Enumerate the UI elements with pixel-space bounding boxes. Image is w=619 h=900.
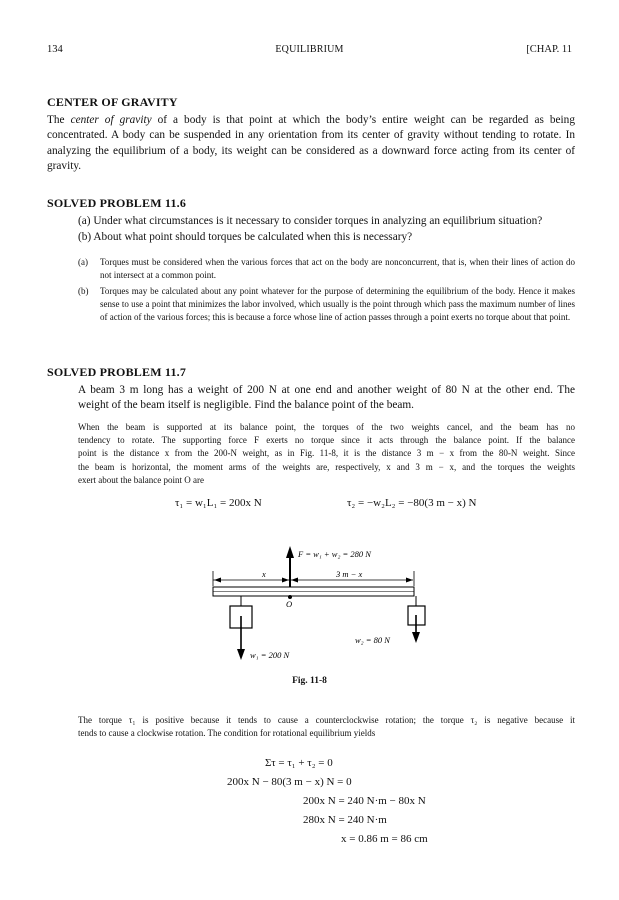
equilibrium-equation-4: 280x N = 240 N·m — [303, 814, 387, 826]
dimension-label-x: x — [262, 569, 266, 579]
equilibrium-equation-2: 200x N − 80(3 m − x) N = 0 — [227, 776, 352, 788]
question-a: (a) Under what circumstances is it necessary to consider torques in analyzing an equilibrium situation? — [78, 215, 543, 227]
conclusion-paragraph: The torque τ₁ is positive because it tends to cause a counterclockwise rotation; the torque τ₂ is negative because it tends to cause a clockwise rotation. The condition for rotational equilibrium yields — [78, 715, 575, 739]
problem-11-7-solution: When the beam is supported at its balance point, the torques of the two weights cancel, and the beam has no tendency to rotate. The supporting force F exerts no torque since it acts through the balance point. If the balance point is the distance x from the 200-N weight, as in Fig. 11-8, it is the distance 3 m − x from the 80-N weight. Since the beam is horizontal, the moment arms of the weights are, respectively, x and 3 m − x, and the torques the weights exert about the balance point O are — [78, 422, 575, 485]
left-weight-arrowhead — [237, 649, 245, 660]
running-title: EQUILIBRIUM — [275, 44, 344, 55]
textbook-page: 134 EQUILIBRIUM [CHAP. 11 CENTER OF GRAVITY The center of gravity of a body is that point at which the body’s entire weight can be regarded as being concentrated. A body can be suspended in any orientation from its center of gravity without tending to rotate. In analyzing the equilibrium of a body, its weight can be considered as a downward force acting from its center of gravity. SOLVED PROBLEM 11.6 (a) Under what circumstances is it necessary to consider torques in analyzing an equilibrium situation? (b) About what point should torques be calculated when this is necessary? (a) Torques must be considered when the various forces that act on the body are nonconcurrent, that is, when their lines of action do not intersect at a common point. (b) Torques may be calculated about any point whatever for the purpose of determining the equilibrium of the body. Hence it makes sense to use a point that minimizes the labor involved, which usually is the point through which pass the maximum number of lines of action of the various forces; this is because a force whose line of action passes through a point exerts no torque about that point. SOLVED PROBLEM 11.7 A beam 3 m long has a weight of 200 N at one end and another weight of 80 N at the other end. The weight of the beam itself is negligible. Find the balance point of the beam. When the beam is supported at its balance point, the torques of the two weights cancel, and the beam has no tendency to rotate. The supporting force F exerts no torque since it acts through the balance point. If the balance point is the distance x from the 200-N weight, as in Fig. 11-8, it is the distance 3 m − x from the 80-N weight. Since the beam is horizontal, the moment arms of the weights are, respectively, x and 3 m − x, and the torques the weights exert about the balance point O are τ₁ = w₁L₁ = 200x N τ₂ = −w₂L₂ = −80(3 m − x) N F = w₁ + w₂ = 280 N x 3 m − x O w₁ = 200 N w₂ = 80 N Fig. 11-8 The torque τ₁ is positive because it tends to cause a counterclockwise rotation; the torque τ₂ is negative because it tends to cause a clockwise rotation. The condition for rotational equilibrium yields Στ = τ₁ + τ₂ = 0 200x N − 80(3 m − x) N = 0 200x N = 240 N·m − 80x N 280x N = 240 N·m x = 0.86 m = 86 cm — [0, 0, 619, 900]
section-heading-center-of-gravity: CENTER OF GRAVITY — [47, 95, 178, 109]
solved-problem-11-6-heading: SOLVED PROBLEM 11.6 — [47, 196, 187, 210]
page-number: 134 — [47, 44, 63, 55]
dimension-label-remainder: 3 m − x — [336, 569, 363, 579]
dimension-arrow-remainder-right — [406, 578, 413, 583]
figure-caption: Fig. 11-8 — [292, 676, 327, 686]
right-weight-label: w₂ = 80 N — [355, 635, 390, 645]
problem-11-7-statement: A beam 3 m long has a weight of 200 N at one end and another weight of 80 N at the other end. The weight of the beam itself is negligible. Find the balance point of the beam. — [78, 384, 575, 412]
support-force-arrowhead — [286, 546, 294, 558]
chapter-label: [CHAP. 11 — [526, 44, 572, 55]
dimension-arrow-x-left — [214, 578, 221, 583]
support-force-label: F = w₁ + w₂ = 280 N — [298, 549, 371, 559]
dimension-arrow-remainder-left — [291, 578, 298, 583]
left-weight-label: w₁ = 200 N — [250, 650, 290, 660]
equation-tau1: τ₁ = w₁L₁ = 200x N — [175, 497, 262, 509]
equilibrium-equation-1: Στ = τ₁ + τ₂ = 0 — [265, 757, 333, 769]
figure-11-8-beam-diagram — [0, 540, 619, 680]
center-of-gravity-paragraph: The center of gravity of a body is that point at which the body’s entire weight can be regarded as being concentrated. A body can be suspended in any orientation from its center of gravity without tending to rotate. In analyzing the equilibrium of a body, its weight can be considered as a downward force acting from its center of gravity. — [47, 114, 575, 173]
question-b: (b) About what point should torques be calculated when this is necessary? — [78, 231, 413, 243]
right-weight-arrowhead — [412, 632, 420, 643]
equation-tau2: τ₂ = −w₂L₂ = −80(3 m − x) N — [347, 497, 477, 509]
term-center-of-gravity: center of gravity — [70, 114, 152, 126]
pivot-label: O — [286, 599, 293, 609]
equilibrium-equation-3: 200x N = 240 N·m − 80x N — [303, 795, 426, 807]
solved-problem-11-7-heading: SOLVED PROBLEM 11.7 — [47, 365, 187, 379]
dimension-arrow-x-right — [282, 578, 289, 583]
equilibrium-equation-5: x = 0.86 m = 86 cm — [341, 833, 428, 845]
